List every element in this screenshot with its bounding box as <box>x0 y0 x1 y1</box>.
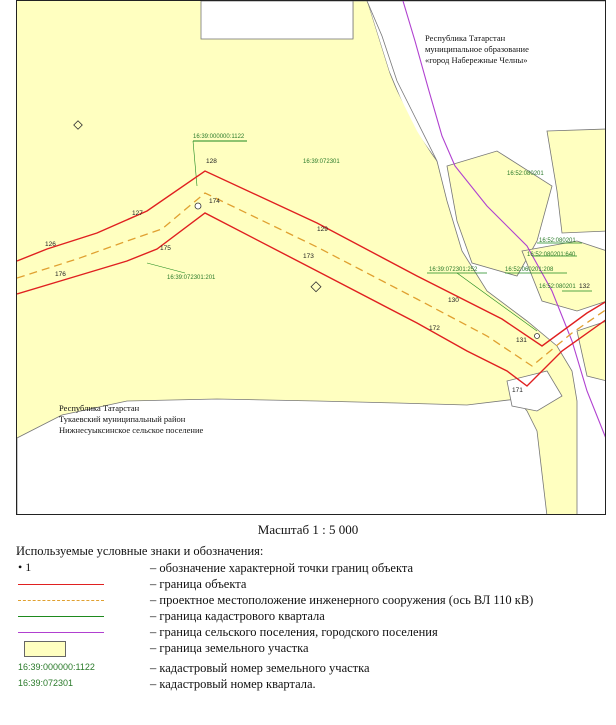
legend-row-object <box>16 576 606 592</box>
point-label: 171 <box>512 387 523 394</box>
cadastral-label-080201-640: 16:52:080201:640 <box>527 252 576 258</box>
point-label: 173 <box>303 253 314 260</box>
cadastral-label-quarter-left: 16:39:072301:201 <box>167 275 216 281</box>
region-line: Тукаевский муниципальный район <box>59 414 186 424</box>
legend-symbol <box>16 608 156 624</box>
legend-symbol <box>16 560 156 576</box>
point-label: 130 <box>448 297 459 304</box>
legend-row-quarter-number <box>16 676 606 692</box>
point-label: 129 <box>317 226 328 233</box>
legend-text: – граница земельного участка <box>150 641 309 655</box>
legend-title: Используемые условные знаки и обозначения: <box>16 544 264 558</box>
region-label-tukaevsky <box>59 403 203 436</box>
legend-text: – кадастровый номер земельного участка <box>150 661 370 675</box>
legend-row-parcel-number <box>16 660 606 676</box>
region-label-naberezhnye <box>425 33 529 66</box>
legend-text: – граница объекта <box>150 577 247 591</box>
point-symbol: • 1 <box>18 560 32 574</box>
legend-row-axis <box>16 592 606 608</box>
region-line: Нижнесуыксинское сельское поселение <box>59 425 204 435</box>
point-label: 176 <box>55 271 66 278</box>
legend-row-parcel <box>16 640 606 656</box>
legend-row-point <box>16 560 606 576</box>
region-line: Республика Татарстан <box>425 33 506 43</box>
legend-symbol <box>16 576 156 592</box>
parcel-swatch <box>24 641 66 657</box>
legend-text: – проектное местоположение инженерного сооружения (ось ВЛ 110 кВ) <box>150 593 534 607</box>
point-label: 174 <box>209 198 220 205</box>
cadastral-label-072301-252: 16:39:072301:252 <box>429 267 478 273</box>
legend-symbol <box>16 624 156 640</box>
point-label: 131 <box>516 337 527 344</box>
point-label: 132 <box>579 283 590 290</box>
point-label: 172 <box>429 325 440 332</box>
legend-symbol <box>16 660 156 676</box>
cadastral-label-080201: 16:52:080201 <box>507 171 544 177</box>
white-block-top <box>201 1 353 39</box>
point-label: 128 <box>206 158 217 165</box>
cadastral-label-080201-right: 16:52:080201 <box>539 284 576 290</box>
scale-label: Масштаб 1 : 5 000 <box>257 522 359 537</box>
region-line: «город Набережные Челны» <box>425 55 528 65</box>
sample-parcel-number: 16:39:000000:1122 <box>18 662 95 672</box>
legend-text: – обозначение характерной точки границ объекта <box>150 561 414 575</box>
cadastral-label-parcel-1122: 16:39:000000:1122 <box>193 134 245 140</box>
cadastral-label-060201-208: 16:52:060201:208 <box>505 267 554 273</box>
point-label: 175 <box>160 245 171 252</box>
point-label: 127 <box>132 210 143 217</box>
legend-text: – граница кадастрового квартала <box>150 609 325 623</box>
point-label: 126 <box>45 241 56 248</box>
legend-symbol <box>16 640 156 656</box>
legend-symbol <box>16 676 156 692</box>
cadastral-label-quarter-top: 16:39:072301 <box>303 159 340 165</box>
region-line: муниципальное образование <box>425 44 529 54</box>
cadastral-label-080201-b: 16:52:080201 <box>539 238 576 244</box>
legend-text: – кадастровый номер квартала. <box>150 677 316 691</box>
legend-row-settlement <box>16 624 606 640</box>
map-frame <box>16 0 606 515</box>
legend-text: – граница сельского поселения, городского поселения <box>150 625 438 639</box>
sample-quarter-number: 16:39:072301 <box>18 678 74 688</box>
legend-symbol <box>16 592 156 608</box>
region-line: Республика Татарстан <box>59 403 140 413</box>
legend-row-quarter <box>16 608 606 624</box>
